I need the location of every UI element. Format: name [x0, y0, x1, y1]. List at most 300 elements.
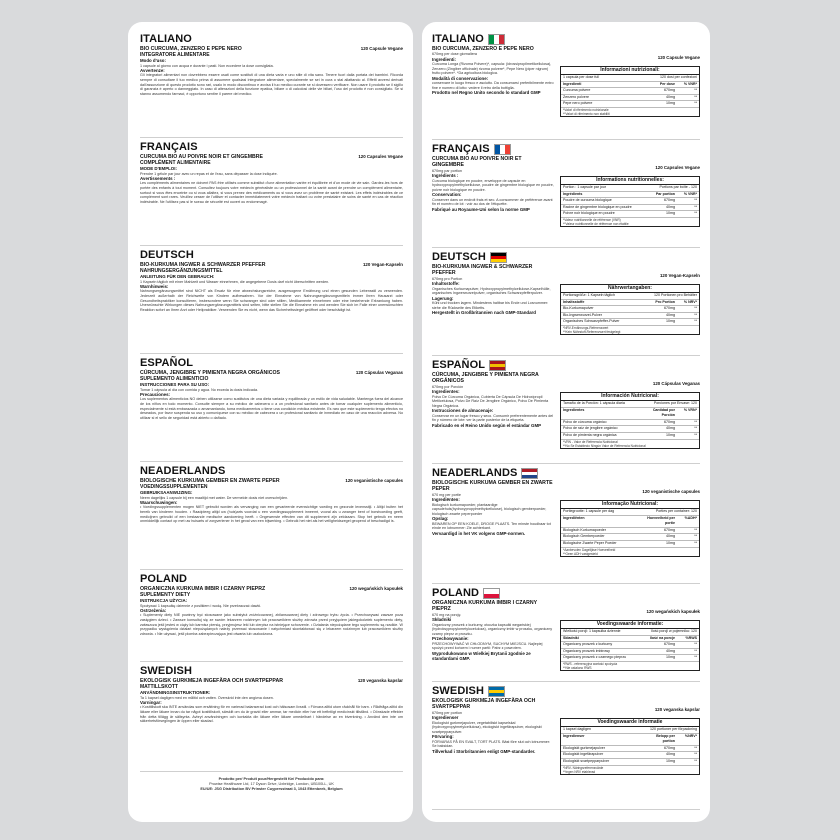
capsule-count: 120 Capsules Vegane [655, 165, 700, 170]
usage-label: ANLEITUNG FÜR DEN GEBRAUCH: [140, 274, 215, 280]
capsule-count-row [560, 372, 700, 390]
capsule-count: 120 Cápsulas Veganas [652, 381, 700, 386]
nutrition-table-title: Voedingswaarde informatie: [561, 621, 699, 629]
serving-size: 1 kapsel dagligen [563, 727, 591, 731]
nutrition-table [560, 500, 700, 557]
product-category: NAHRUNGSERGÄNZUNGSMITTEL [140, 268, 223, 275]
usage-text: 1 capsule al giorno con acqua e durante i pasti. Non eccedere la dose consigliata. [140, 63, 274, 68]
language-header [432, 467, 700, 480]
nutrition-ingredient: Curcuma polvere [563, 88, 591, 93]
nutrition-column [560, 156, 700, 227]
warnings-text: • Kosttillskott ska INTE användas som ersättning för en varierad balanserad kost och hälsosam livsstil. • Förvara alltid utom räckhåll för barn. • Rådfråga alltid din läkare eller läkare innan du tar något kosttillskott, särskilt om du är gravid eller ammar, tar medicin eller har ett befintligt medicinskt tillstånd. • Oönskade effekter från detta tillägg är sällsynta. Avbryt användningen och kontakta din läkare eller läkare omedelbart i händelse av en biverkning. • Använd den inte om säkerhetsförseglingen är öppen eller skadad. [140, 705, 403, 724]
nutrition-ingredient: Organiczny proszek imbirowy [563, 648, 610, 653]
capsule-count: 120 wegańskich kapsułek [349, 586, 403, 591]
language-title: ITALIANO [432, 33, 484, 45]
nutrition-row [561, 759, 699, 766]
column-ingredient: Ingredienser [563, 733, 585, 738]
serving-size: Wielkość porcji: 1 kapsułka dziennie [563, 629, 621, 633]
nutrition-nrv: ** [694, 198, 697, 203]
nutrition-footnote: *Valori di riferimento nutrizionale [563, 107, 609, 112]
label-columns [432, 480, 700, 557]
nutrition-row [561, 101, 699, 108]
left-label-panel [128, 22, 413, 822]
nutrition-row [561, 534, 699, 541]
storage-label: Förvaring: [432, 734, 454, 740]
label-info-column [432, 264, 554, 335]
ingredients-text: Curcuma biologique en poudre, enveloppe de capsule en hydroxypropylméthylcellulose, poudre de gingembre biologique en poudre, poivre noir biologique en poudre. [432, 178, 554, 192]
label-columns [432, 46, 700, 117]
usage-label: Modo d'uso: [140, 58, 166, 64]
nutrition-row [561, 313, 699, 320]
dose-text: 670mg per dose giornaliera [432, 52, 477, 57]
nutrition-amount: 10mg [666, 540, 675, 545]
language-title: ESPAÑOL [140, 357, 194, 369]
label-columns [432, 264, 700, 335]
nutrition-nrv: ** [694, 426, 697, 431]
nutrition-amount: 10mg [666, 758, 675, 763]
column-amount: Belopp per portion [656, 733, 675, 744]
nutrition-ingredient: Poivre noir biologique en poudre [563, 211, 615, 216]
storage-text: PRZECHOWYWAĆ W CHŁODNYM, SUCHYM MIEJSCU. Najlepiej spożyć przed końcem i numer partii: Patrz z powrotem. [432, 641, 543, 651]
storage-label: Modalità di conservazione: [432, 75, 489, 81]
nutrition-ingredient: Biologisch Kurkumapoeder [563, 527, 606, 532]
nutrition-serving-row [561, 509, 699, 516]
language-section [432, 584, 700, 682]
product-name: BIO CURCUMA, ZENZERO E PEPE NERO [140, 46, 242, 52]
nutrition-serving-row [561, 629, 699, 636]
nutrition-nrv: ** [694, 432, 697, 437]
capsule-count: 120 veganistische capsules [642, 489, 700, 494]
capsule-count-row [560, 46, 700, 64]
nutrition-row [561, 541, 699, 548]
dose-text: 670 mg per portie [432, 492, 461, 497]
nutrition-amount: 670mg [664, 306, 675, 311]
country-flag-icon [494, 144, 511, 155]
language-section [432, 464, 700, 584]
product-name: BIO CURCUMA, ZENZERO E PEPE NERO [432, 46, 534, 52]
column-nrv: % VRN* [683, 407, 697, 412]
nutrition-header-row [561, 636, 699, 643]
nutrition-column [560, 600, 700, 671]
column-amount: Par portion [655, 191, 675, 196]
nutrition-nrv: ** [694, 648, 697, 653]
footer-address-eu: EU/UE: JSG Distribution BV Prinster Cuypersstraat 3, 1043 Ettenbeek, Belgium [200, 786, 343, 791]
nutrition-ingredient: Biologische Zwarte Peper Poeder [563, 540, 617, 545]
nutrition-nrv: ** [694, 540, 697, 545]
column-nrv: % NRV* [683, 299, 697, 304]
nutrition-row [561, 88, 699, 95]
manufacturing-note: Vervaardigd in het VK volgens GMP-normen. [432, 530, 526, 536]
nutrition-column [560, 480, 700, 557]
language-header [432, 251, 700, 264]
capsule-count-row [560, 600, 700, 618]
warnings-label: Avvertenze: [140, 68, 165, 74]
nutrition-footnote: *NRV- Näringsreferensvärde [563, 765, 604, 770]
nutrition-serving-row [561, 293, 699, 300]
country-flag-icon [521, 468, 538, 479]
storage-text: conservare in luogo fresco e asciutto. Da consumarsi preferibilmente entro fine e numero di lotto: vedere il retro della bottiglia. [432, 81, 554, 90]
language-section [140, 570, 403, 662]
capsule-count-row [560, 480, 700, 498]
capsule-count-row [560, 264, 700, 282]
nutrition-nrv: ** [694, 319, 697, 324]
column-ingredient: Składniki [563, 635, 579, 640]
nutrition-header-row [561, 408, 699, 420]
nutrition-amount: 670mg [664, 745, 675, 750]
label-info-column [432, 372, 554, 449]
ingredients-text: Polvo De Cúrcuma Orgánica, Cubierta De Cápsula De Hidroxipropil Metilcelulosa, Polvo De Raíz De Jengibre Orgánico, Polvo De Pimienta Negra Orgánica. [432, 394, 549, 408]
country-flag-icon [488, 686, 505, 697]
nutrition-table-title: Información Nutricional: [561, 393, 699, 401]
usage-text: Tomar 1 cápsula al día con comida y agua. No exceda la dosis indicada. [140, 387, 259, 392]
dose-text: 670mg por Porción [432, 384, 464, 389]
ingredients-label: Ingrediënten: [432, 497, 460, 503]
label-info-column [432, 698, 554, 775]
warnings-label: Varningar: [140, 700, 162, 706]
usage-label: INSTRUCCIONES PARA SU USO: [140, 382, 210, 388]
nutrition-amount: 40mg [666, 312, 675, 317]
nutrition-row [561, 528, 699, 535]
servings-per-container: Ilość porcji w pojemniku: 120 [651, 629, 697, 633]
nutrition-row [561, 752, 699, 759]
footer-heading: Prodotto per/ Produit pour/Hergestellt für/ Producido para: [218, 777, 325, 781]
language-title: ESPAÑOL [432, 359, 486, 371]
nutrition-row [561, 319, 699, 326]
product-category: SUPLEMENTY DIETY [140, 592, 191, 599]
product-category: SUPLEMENTO ALIMENTICIO [140, 376, 209, 383]
usage-text: 1 Kapseln täglich mit einer Mahlzeit und Wasser einnehmen, die angegebene Dosis darf nicht überschritten werden. [140, 279, 330, 284]
ingredients-label: Inhaltsstoffe: [432, 281, 460, 287]
language-section [140, 354, 403, 462]
ingredients-text: Organiczny proszek z kurkumy, otoczka kapsułki wegańskiej (hydroksypropylometyloceluloza), organiczny imbir w proszku, organiczny czarny pieprz w proszku. [432, 622, 553, 636]
ingredients-text: Organisches Kurkumapulver, Hydroxypropylmethylcellulose-Kapselhülle, organisches Ingwerwurzelpulver, organisches Schwarzpfefferpulver. [432, 286, 551, 296]
product-name: EKOLOGISK GURKMEJA INGEFÄRA OCH SVARTPEPPAR [140, 678, 283, 684]
column-ingredient: Ingrédients [563, 191, 583, 196]
warnings-label: Ostrzeżenia: [140, 608, 167, 614]
nutrition-row [561, 746, 699, 753]
nutrition-amount: 670mg [664, 419, 675, 424]
label-columns [432, 156, 700, 227]
language-header [432, 685, 700, 698]
storage-text: Conservar en un lugar fresco y seco. Consumir preferentemente antes del fin y número de lote: ver la parte posterior de la etiqueta. [432, 413, 554, 423]
nutrition-table-title: Informazioni nutrizionali: [561, 67, 699, 75]
manufacturing-note: Prodotto nel Regno Unito secondo lo standard GMP [432, 90, 541, 96]
nutrition-footnote: **Valeur nutritionnelle de référence non établie [563, 221, 629, 226]
product-name: BIO-KURKUMA INGWER & SCHWARZER PFEFFER [140, 262, 266, 268]
nutrition-footnote: *Aanbevolen Dagelijkse Hoeveelheid [563, 547, 616, 552]
nutrition-amount: 40mg [666, 94, 675, 99]
servings-per-container: Porciones por Envase: 120 [653, 401, 697, 405]
label-info-column [432, 600, 554, 671]
ingredients-label: Ingredientes: [432, 389, 460, 395]
manufacturing-note: Hergestellt in Großbritannien nach GMP-Standard [432, 310, 536, 316]
nutrition-ingredient: Bio-Kurkumapulver [563, 306, 594, 311]
language-section [140, 246, 403, 354]
nutrition-serving-row [561, 727, 699, 734]
language-title: POLAND [140, 573, 188, 585]
warnings-text: • Voedingssupplementen mogen NIET gebruikt worden als vervanging van een gevarieerde evenwichtige voeding en gezonde levensstijl. • Altijd buiten het bereik van kinderen houden. • Raadpleeg altijd uw (huis)arts voordat u een voedingssupplement inneemt, vooral als u zwanger bent of borstvoeding geeft, medicijnen gebruikt of een bestaande medische aandoening heeft. • Ongewenste effecten van dit supplement zijn zeldzaam. Stop het gebruik en neem onmiddellijk contact op met uw huisarts of zorgverlener in het geval van een bijwerking. • Gebruik het niet als het veiligheidszegel geopend of beschadigd is. [140, 505, 403, 524]
nutrition-amount: 670mg [664, 88, 675, 93]
serving-size: 1 capsula per dose full [563, 75, 599, 79]
nutrition-ingredient: Organiczny proszek z kurkumy [563, 642, 613, 647]
nutrition-footnote: **Nie ustalono RWS [563, 665, 592, 670]
dose-text: 670 mg na porcję [432, 612, 461, 617]
usage-text: Neem dagelijks 1 capsule bij een maaltijd met water. De vermelde dosis niet overschrijden. [140, 495, 289, 500]
country-flag-icon [488, 34, 505, 45]
right-label-panel [422, 22, 710, 822]
nutrition-nrv: ** [694, 312, 697, 317]
capsule-count: 120 wegańskich kapsułek [646, 609, 700, 614]
nutrition-row [561, 433, 699, 440]
servings-per-container: Portions par boîte - 120 [659, 185, 697, 189]
nutrition-nrv: ** [694, 101, 697, 106]
language-header [432, 359, 700, 372]
label-columns [432, 372, 700, 449]
country-flag-icon [489, 360, 506, 371]
capsule-count: 120 Cápsulas Veganas [355, 370, 403, 375]
nutrition-footnote: *NRV-Ernährungs-Referenzwert [563, 325, 609, 330]
nutrition-header-row [561, 516, 699, 528]
nutrition-table-title: Informação Nutricional: [561, 501, 699, 509]
language-header [432, 33, 700, 46]
nutrition-ingredient: Bio-Ingwerwurzel-Pulver [563, 312, 602, 317]
nutrition-amount: 40mg [666, 534, 675, 539]
nutrition-amount: 10mg [666, 211, 675, 216]
servings-per-container: 120 dosi per confezioni [660, 75, 697, 79]
nutrition-footnote: **No Se Establecio Ningún Valor de Referencia Nutricional [563, 443, 646, 448]
language-title: DEUTSCH [140, 249, 194, 261]
servings-per-container: Porties per container: 120 [655, 509, 697, 513]
nutrition-header-row [561, 82, 699, 89]
nutrition-nrv: ** [694, 211, 697, 216]
storage-label: Conservation: [432, 192, 462, 198]
dose-text: 670mg per portion [432, 710, 462, 715]
product-name: BIOLOGISCHE KURKUMA GEMBER EN ZWARTE PEPER [140, 478, 280, 484]
nutrition-serving-row [561, 75, 699, 82]
nutrition-ingredient: Organiczny proszek z czarnego pieprzu [563, 655, 627, 660]
ingredients-label: Ingredienser [432, 715, 459, 721]
nutrition-ingredient: Ekologiskt svartpepparpulver [563, 758, 610, 763]
ingredients-text: Biologisch kurkumapoeder, plantaardige capsulehuls(hydroxypropylmethylcellulose), biologisch gemberpoeder, biologisch zwarte peperpoeder [432, 502, 547, 516]
capsule-count: 120 veganska kapslar [654, 707, 700, 712]
nutrition-column [560, 264, 700, 335]
nutrition-table [560, 66, 700, 117]
nutrition-footnote: **Geen ADH vastgesteld [563, 551, 598, 556]
nutrition-ingredient: Poudre de curcuma biologique [563, 198, 612, 203]
ingredients-label: Ingrédients : [432, 173, 459, 179]
nutrition-ingredient: Biologisch Gemberpoeder [563, 534, 605, 539]
language-header [432, 587, 700, 600]
product-name: ORGANICZNA KURKUMA IMBIR I CZARNY PIEPRZ [140, 586, 266, 592]
warnings-text: Los suplementos alimenticios NO deben utilizarse como sustitutos de una dieta variada y equilibrada y un estilo de vida saludable. Mantenga fuera del alcance de los niños en todo momento. Consulte siempre a su médico de cabecera o a un profesional sanitario antes de tomar cualquier suplemento alimenticio, especialmente si está embarazada o amamantando, toma medicamentos o tiene una condición médica existente. Es raro que este suplemento tenga efectos no deseados, por favor suspenda su uso y comuníquese con su médico de cabecera o un profesional sanitario de inmediato en caso de una reacción adversa. No utilizar si el sello de seguridad está abierto o dañado. [140, 397, 403, 420]
nutrition-serving-row [561, 401, 699, 408]
label-columns [432, 600, 700, 671]
column-amount: Per dose [659, 81, 675, 86]
country-flag-icon [483, 588, 500, 599]
storage-label: Lagerung: [432, 295, 454, 301]
nutrition-ingredient: Polvo de cúrcuma orgánico [563, 419, 607, 424]
capsule-count: 120 Capsule Vegane [360, 46, 403, 51]
nutrition-row [561, 420, 699, 427]
nutrition-row [561, 426, 699, 433]
capsule-count: 120 Capsule Vegane [657, 55, 700, 60]
capsule-count: 120 veganistische capsules [345, 478, 403, 483]
nutrition-amount: 10mg [666, 319, 675, 324]
language-title: ITALIANO [140, 33, 192, 45]
nutrition-nrv: ** [694, 527, 697, 532]
nutrition-nrv: ** [694, 88, 697, 93]
usage-text: Ta 1 kapsel dagligen med en måltid och vatten. Överskrid inte den angivna dosen. [140, 695, 274, 700]
nutrition-amount: 40mg [666, 204, 675, 209]
capsule-count-row [560, 156, 700, 174]
nutrition-footnote: **Valori di riferimento non stabiliti [563, 111, 610, 116]
nutrition-row [561, 642, 699, 649]
nutrition-header-row [561, 300, 699, 307]
storage-label: Instrucciones de almacenaje: [432, 408, 494, 414]
nutrition-amount: 40mg [666, 752, 675, 757]
nutrition-column [560, 46, 700, 117]
nutrition-ingredient: Ekologiskt gurkmejapulver [563, 745, 605, 750]
nutrition-amount: 10mg [666, 101, 675, 106]
nutrition-amount: 10mg [666, 432, 675, 437]
warnings-label: Precauciones: [140, 392, 171, 398]
manufacturing-note: Tillverkad i Storbritannien enligt GMP-standarder. [432, 748, 536, 754]
product-category: COMPLÉMENT ALIMENTAIRE [140, 160, 211, 167]
language-title: SWEDISH [432, 685, 485, 697]
nutrition-serving-row [561, 185, 699, 192]
nutrition-nrv: ** [694, 642, 697, 647]
column-ingredient: Ingrediënten [563, 515, 585, 520]
serving-size: Tamaño de la Porción: 1 cápsula diaria [563, 401, 625, 405]
column-nrv: %ADH* [684, 515, 697, 520]
product-name: CÚRCUMA, JENGIBRE Y PIMIENTA NEGRA ORGÁNICOS [140, 370, 280, 376]
language-header [432, 143, 700, 156]
product-category: INTEGRATORE ALIMENTARE [140, 52, 210, 59]
dose-text: 670mg pro Portion [432, 276, 463, 281]
column-nrv: %RWS [685, 635, 697, 640]
label-info-column [432, 46, 554, 117]
usage-text: Prendre 1 gélule par jour avec un repas et de l'eau, sans dépasser la dose indiquée. [140, 171, 278, 176]
nutrition-table-title: Nährwertangaben: [561, 285, 699, 293]
nutrition-amount: 10mg [666, 655, 675, 660]
nutrition-ingredient: Polvo de pimienta negra orgánica [563, 432, 617, 437]
nutrition-row [561, 211, 699, 218]
capsule-count: 120 Capsules Vegane [358, 154, 403, 159]
nutrition-ingredient: Pepe nero polvere [563, 101, 593, 106]
language-title: DEUTSCH [432, 251, 486, 263]
product-category: VOEDINGSSUPPLEMENTEN [140, 484, 208, 491]
product-name: ORGANICZNA KURKUMA IMBIR I CZARNY PIEPRZ [432, 600, 537, 613]
ingredients-label: Składniki [432, 617, 452, 623]
manufacturing-note: Fabricado en el Reino Unido según el estándar GMP [432, 422, 542, 428]
product-name: BIOLOGISCHE KURKUMA GEMBER EN ZWARTE PEPER [432, 480, 553, 493]
servings-per-container: 120 portioner per förpackning [650, 727, 697, 731]
manufacturing-note: Wyprodukowano w Wielkiej Brytanii zgodnie ze standardami GMP. [432, 650, 531, 661]
nutrition-table [560, 284, 700, 335]
nutrition-footnote: *RWS - referencyjna wartość spożycia [563, 661, 618, 666]
warnings-label: Avertissements : [140, 176, 176, 182]
nutrition-nrv: ** [694, 745, 697, 750]
product-name: BIO-KURKUMA INGWER & SCHWARZER PFEFFER [432, 264, 533, 277]
nutrition-nrv: ** [694, 94, 697, 99]
dose-text: 670mg par portion [432, 168, 462, 173]
language-section [432, 248, 700, 356]
column-amount: Cantidad por Porción [652, 407, 675, 418]
language-section [432, 682, 700, 810]
language-section [140, 138, 403, 246]
nutrition-header-row [561, 734, 699, 746]
storage-text: Conserver dans un endroit frais et sec. A consommer de préférence avant fin et numéro de lot : voir au dos de l'étiquette. [432, 197, 553, 207]
nutrition-amount: 40mg [666, 648, 675, 653]
language-section [140, 662, 403, 772]
nutrition-ingredient: Organisches Schwarzpfeffer-Pulver [563, 319, 620, 324]
capsule-count-row [560, 698, 700, 716]
language-section [140, 462, 403, 570]
nutrition-table [560, 176, 700, 227]
warnings-text: Les compléments alimentaires ne doivent PAS être utilisés comme substitut d'une alimentation variée et équilibrée et d'un mode de vie sain. Gardez-les hors de portée des enfants à tout moment. Consultez toujours votre médecin généraliste ou un professionnel de la santé avant de prendre un complément alimentaire, surtout si vous êtes enceinte ou si vous allaitez, si vous prenez des médicaments ou si vous avez un problème de santé existant. Les effets indésirables de ce complément sont rares. Veuillez cesser de l'utiliser et contacter immédiatement votre médecin traitant ou votre prestataire de soins de santé en cas de réaction indésirable. Ne l'utilisez pas si le sceau de sécurité est ouvert ou endommagé. [140, 181, 403, 204]
nutrition-amount: 670mg [664, 642, 675, 647]
nutrition-row [561, 306, 699, 313]
serving-size: Portiegrootte: 1 capsule per dag [563, 509, 615, 513]
column-amount: Hoeveelheid per portie [647, 515, 675, 526]
language-title: NEADERLANDS [432, 467, 518, 479]
column-nrv: %NRV* [684, 733, 697, 738]
nutrition-nrv: ** [694, 419, 697, 424]
column-ingredient: Ingredientes [563, 407, 585, 412]
ingredients-label: Ingredienti: [432, 57, 456, 62]
nutrition-nrv: ** [694, 534, 697, 539]
country-flag-icon [490, 252, 507, 263]
language-title: FRANÇAIS [432, 143, 490, 155]
storage-label: Opslag: [432, 516, 449, 522]
storage-text: BEWAREN OP EEN KOELE, DROGE PLAATS. Ten minste houdbaar tot einde en lotnummer: Zie achterkant. [432, 521, 551, 531]
nutrition-nrv: ** [694, 306, 697, 311]
product-name: CÚRCUMA, JENGIBRE Y PIMIENTA NEGRA ORGÁNICOS [432, 372, 539, 385]
serving-size: Portionsgröße: 1 Kapseln täglich [563, 293, 615, 297]
language-title: SWEDISH [140, 665, 193, 677]
usage-text: Spożywać 1 kapsułkę dziennie z posiłkiem i wodą. Nie przekraczać dawki. [140, 603, 262, 608]
language-title: POLAND [432, 587, 480, 599]
nutrition-column [560, 372, 700, 449]
nutrition-footnote: **Kein Nährstoff-Referenzwert festgelegt [563, 329, 621, 334]
warnings-text: Gli integratori alimentari non dovrebbero essere usati come sostituti di una dieta varia e uno stile di vita sano. Tenere fuori dalla portata dei bambini. Ricorda sempre di consultare il tuo medico prima di assumere qualsiasi integratore alimentare, specialmente se sei in cura o stai allattando al. Effetti avversi derivati dall'assunzione di questo prodotto sono rari, usalo in modo discontinuo e avvisa il tuo medico curante se si dovessero verificare. Non usare il prodotto se il sigillo di garanzia è aperto o danneggiato. In caso di alterazioni della funzione epatica, biliare o di calcolosi delle vie biliari, l'uso del prodotto è non consigliato. Se si stanno assumendo farmaci, è opportuno sentire il parere del medico. [140, 73, 403, 96]
nutrition-ingredient: Polvo de raíz de jengibre orgánico [563, 426, 618, 431]
capsule-count: 120 Vegan-Kapseln [362, 262, 403, 267]
nutrition-table [560, 620, 700, 671]
serving-size: Portion : 1 capsule par jour [563, 185, 606, 189]
manufacturing-note: Fabriqué au Royaume-Uni selon la norme GMP [432, 206, 530, 212]
nutrition-table [560, 718, 700, 775]
language-title: NEADERLANDS [140, 465, 226, 477]
warnings-label: Waarschuwingen: [140, 500, 178, 506]
nutrition-amount: 670mg [664, 527, 675, 532]
servings-per-container: 120 Portionen pro Behälter [654, 293, 697, 297]
nutrition-row [561, 655, 699, 662]
warnings-text: Nahrungsergänzungsmittel sind NICHT als Ersatz für eine abwechslungsreiche, ausgewogene Ernährung und einen gesunden Lebensstil zu verwenden. Jederzeit außerhalb der Reichweite von Kindern aufbewahren. Vor der Einnahme von Nahrungsergänzungsmitteln immer Ihren Hausarzt oder Gesundheitspraktiker konsultieren, insbesondere wenn Sie schwanger sind oder stillen, Medikamente einnehmen oder eine bestehende Erkrankung haben. Unerwünschte Wirkungen dieses Nahrungsergänzungsmittels sind selten, bitte stellen Sie die Einnahme ein und wenden Sie sich im Falle einer unerwünschten Reaktion sofort an Ihren Arzt oder Heilpraktiker. Verwenden Sie es nicht, wenn das Sicherheitssiegel geöffnet oder beschädigt ist. [140, 289, 403, 312]
nutrition-nrv: ** [694, 758, 697, 763]
usage-label: INSTRUKCJA UŻYCIA: [140, 598, 188, 604]
capsule-count: 120 Vegan-Kapseln [659, 273, 700, 278]
storage-label: Przechowywanie: [432, 636, 469, 642]
language-section [432, 356, 700, 464]
product-category: MATTILLSKOTT [140, 684, 178, 691]
language-section [432, 140, 700, 248]
column-nrv: % VNR* [683, 191, 697, 196]
label-info-column [432, 156, 554, 227]
product-name: CURCUMA BIO AU POIVRE NOIR ET GINGEMBRE [432, 156, 522, 169]
column-amount: Ilość na porcje [649, 635, 675, 640]
nutrition-table-title: Voedingswaarde informatie [561, 719, 699, 727]
